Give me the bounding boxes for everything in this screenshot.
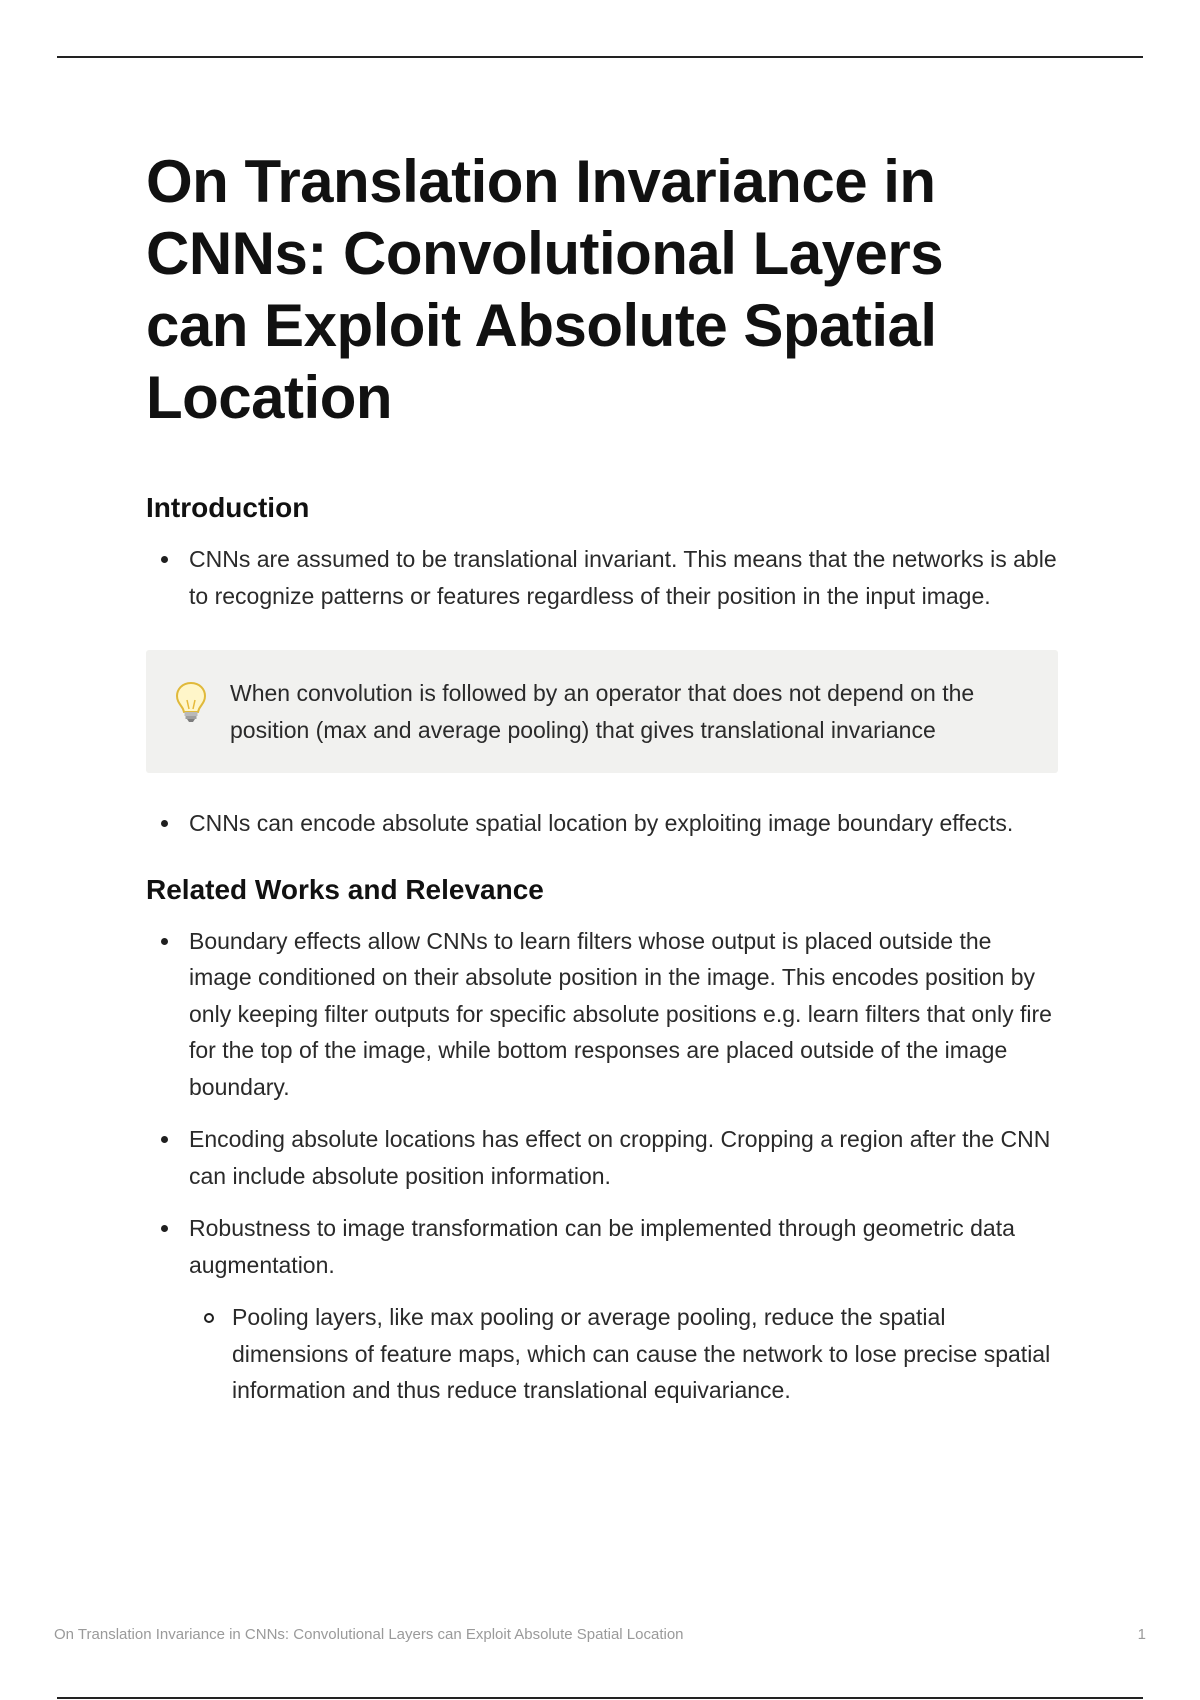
- bullet-dot-icon: [161, 556, 168, 563]
- bullet-dot-icon: [161, 1136, 168, 1143]
- list-item-text: Encoding absolute locations has effect on cropping. Cropping a region after the CNN can include absolute position information.: [189, 1126, 1051, 1189]
- list-item: [146, 1121, 1058, 1194]
- bullet-dot-icon: [161, 938, 168, 945]
- list-item-text: CNNs are assumed to be translational invariant. This means that the networks is able to recognize patterns or features regardless of their position in the input image.: [189, 546, 1057, 609]
- page-title: On Translation Invariance in CNNs: Convolutional Layers can Exploit Absolute Spatial Location: [146, 148, 944, 431]
- introduction-list: [146, 541, 1058, 614]
- list-item: [146, 923, 1058, 1106]
- list-item-text: Robustness to image transformation can be implemented through geometric data augmentation.: [189, 1215, 1015, 1278]
- list-item-text: CNNs can encode absolute spatial location by exploiting image boundary effects.: [189, 810, 1014, 836]
- introduction-list-continued: [146, 805, 1058, 842]
- top-rule: [57, 56, 1143, 58]
- list-item: [146, 541, 1058, 614]
- nested-list-item-text: Pooling layers, like max pooling or average pooling, reduce the spatial dimensions of feature maps, which can cause the network to lose precise spatial information and thus reduce translational equivariance.: [232, 1304, 1051, 1403]
- page-content: [146, 146, 1058, 1409]
- related-works-list: [146, 923, 1058, 1409]
- nested-list-item: [189, 1299, 1058, 1409]
- section-heading-related-works: Related Works and Relevance: [146, 873, 544, 905]
- nested-list: [189, 1299, 1058, 1409]
- bullet-dot-icon: [161, 820, 168, 827]
- bullet-dot-icon: [161, 1225, 168, 1232]
- bullet-ring-icon: [204, 1313, 214, 1323]
- callout-text: When convolution is followed by an operator that does not depend on the position (max and average pooling) that gives translational invariance: [230, 680, 975, 743]
- page-number: 1: [1137, 1626, 1146, 1643]
- callout-box: [146, 650, 1058, 773]
- section-heading-introduction: Introduction: [146, 492, 310, 523]
- list-item: [146, 805, 1058, 842]
- footer-title: On Translation Invariance in CNNs: Convolutional Layers can Exploit Absolute Spatial Location: [54, 1626, 684, 1643]
- bottom-rule: [57, 1697, 1143, 1699]
- lightbulb-icon: [174, 680, 208, 724]
- list-item: [146, 1210, 1058, 1409]
- list-item-text: Boundary effects allow CNNs to learn filters whose output is placed outside the image conditioned on their absolute position in the image. This encodes position by only keeping filter outputs for specific absolute positions e.g. learn filters that only fire for the top of the image, while bottom responses are placed outside of the image boundary.: [189, 927, 1052, 1100]
